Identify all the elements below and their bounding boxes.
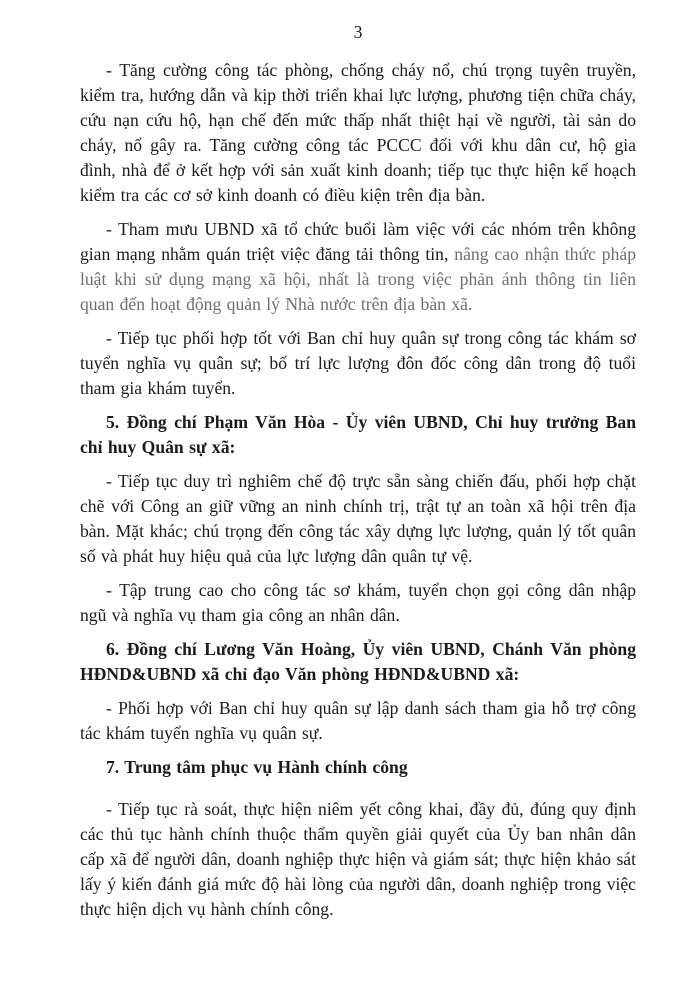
paragraph-enlistment: - Tập trung cao cho công tác sơ khám, tuyển chọn gọi công dân nhập ngũ và nghĩa vụ tham gia công an nhân dân. [80, 580, 636, 625]
paragraph-cyberspace-gray-ink: nâng cao nhận thức pháp luật khi sử dụng mạng xã hội, nhất là trong việc phản ánh thông tin liên quan đến hoạt động quản lý Nhà nước trên địa bàn xã. [80, 244, 637, 314]
page-number: 3 [353, 22, 363, 42]
paragraph-cyberspace-black-ink: - Tham mưu UBND xã tổ chức buổi làm việc với các nhóm trên không gian mạng nhằm quán triệt việc đăng tải thông tin, [80, 219, 636, 264]
paragraph-admin-procedures: - Tiếp tục rà soát, thực hiện niêm yết công khai, đầy đủ, đúng quy định các thủ tục hành chính thuộc thẩm quyền giải quyết của Ủy ban nhân dân cấp xã để người dân, doanh nghiệp thực hiện và giám sát; thực hiện khảo sát lấy ý kiến đánh giá mức độ hài lòng của người dân, doanh nghiệp trong việc thực hiện dịch vụ hành chính công. [80, 799, 636, 919]
heading-section-5: 5. Đồng chí Phạm Văn Hòa - Ủy viên UBND, Chỉ huy trưởng Ban chỉ huy Quân sự xã: [80, 412, 636, 457]
heading-section-7: 7. Trung tâm phục vụ Hành chính công [106, 757, 408, 777]
paragraph-combat-readiness: - Tiếp tục duy trì nghiêm chế độ trực sẵn sàng chiến đấu, phối hợp chặt chẽ với Công an giữ vững an ninh chính trị, trật tự an toàn xã hội trên địa bàn. Mặt khác; chú trọng đến công tác xây dựng lực lượng, quản lý tốt quân số và phát huy hiệu quả của lực lượng dân quân tự vệ. [80, 471, 636, 566]
paragraph-office-support: - Phối hợp với Ban chỉ huy quân sự lập danh sách tham gia hỗ trợ công tác khám tuyển nghĩa vụ quân sự. [80, 698, 636, 743]
paragraph-fire-prevention: - Tăng cường công tác phòng, chống cháy nổ, chú trọng tuyên truyền, kiểm tra, hướng dẫn và kịp thời triển khai lực lượng, phương tiện chữa cháy, cứu nạn cứu hộ, hạn chế đến mức thấp nhất thiệt hại về người, tài sản do cháy, nổ gây ra. Tăng cường công tác PCCC đối với khu dân cư, hộ gia đình, nhà để ở kết hợp với sản xuất kinh doanh; tiếp tục thực hiện kế hoạch kiểm tra các cơ sở kinh doanh có điều kiện trên địa bàn. [80, 60, 636, 205]
paragraph-cyberspace [80, 217, 636, 317]
paragraph-military-coordination: - Tiếp tục phối hợp tốt với Ban chỉ huy quân sự trong công tác khám sơ tuyển nghĩa vụ quân sự; bố trí lực lượng đôn đốc công dân trong độ tuổi tham gia khám tuyển. [80, 328, 636, 398]
heading-section-6: 6. Đồng chí Lương Văn Hoàng, Ủy viên UBND, Chánh Văn phòng HĐND&UBND xã chỉ đạo Văn phòng HĐND&UBND xã: [80, 639, 636, 684]
